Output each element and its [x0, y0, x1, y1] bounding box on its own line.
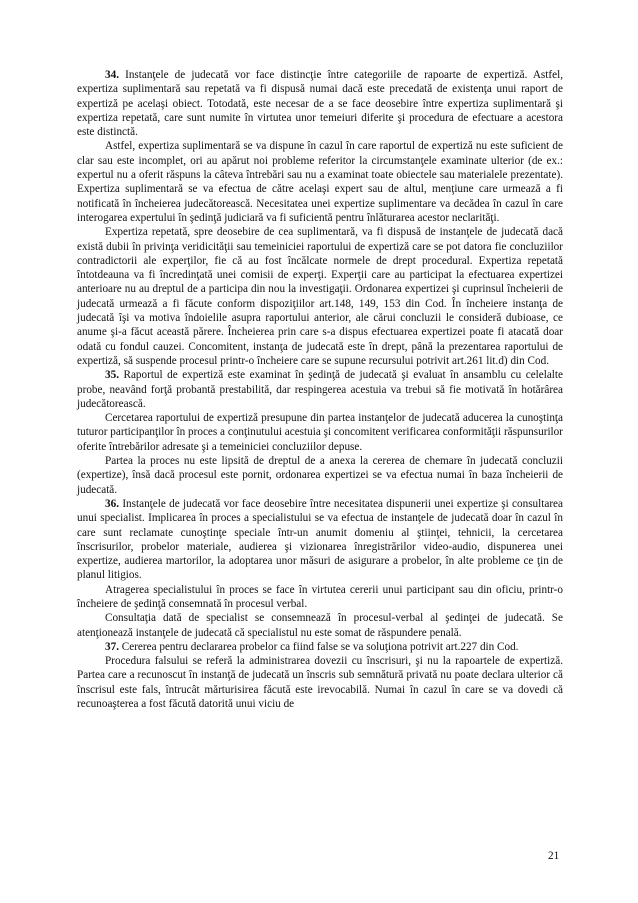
paragraph-number: 34.: [105, 69, 119, 81]
paragraph-text: Consultaţia dată de specialist se consemnează în procesul-verbal al şedinţei de judecată. Se atenţionează instanţele de judecată că specialistul nu este somat de răspundere penală.: [77, 612, 563, 639]
paragraph-number: 35.: [105, 369, 119, 382]
paragraph-cercetarea-raportului: [77, 411, 563, 454]
paragraph-text: Partea la proces nu este lipsită de dreptul de a anexa la cererea de chemare în judecată concluzii (expertize), însă dacă procesul este pornit, ordonarea expertizei se va efectua numai în baza încheierii de judecată.: [77, 455, 563, 496]
paragraph-atragerea-specialistului: [77, 583, 563, 612]
paragraph-consultatia: [77, 611, 563, 640]
paragraph-35: [77, 368, 563, 411]
paragraph-text: Instanţele de judecată vor face distincţie între categoriile de rapoarte de expertiză. Astfel, expertiza suplimentară sau repetată va fi dispusă numai dacă este precedată de existenţa unui raport de expertiză pe acelaşi obiect. Totodată, este necesar de a se face deosebire între expertiza suplimentară şi expertiza repetată, care sunt numite în virtutea unor temeiuri diferite şi procedura de efectuare a acestora este distinctă.: [77, 69, 563, 139]
paragraph-text: Instanţele de judecată vor face deosebire între necesitatea dispunerii unei expertize şi consultarea unui specialist. Implicarea în proces a specialistului se va efectua de instanţele de judecată doar în cazul în care sunt reclamate cunoştinţe speciale într-un anumit domeniu al ştiinţei, tehnicii, la cercetarea înscrisurilor, probelor materiale, audierea şi vizionarea înregistrărilor video-audio, dispunerea unei expertize, audierea martorilor, la adoptarea unor măsuri de asigurare a probelor, în alte probleme ce ţin de planul litigios.: [77, 497, 563, 582]
paragraph-text: Expertiza repetată, spre deosebire de cea suplimentară, va fi dispusă de instanţele de judecată dacă există dubii în privinţa veridicităţii sau temeiniciei raportului de expertiză care se pot datora fie concluziilor contradictorii ale experţilor, fie că au fost încălcate normele de drept procedural. Expertiza repetată întotdeauna va fi încredinţată unei comisii de experţi. Experţii care au participat la efectuarea expertizei anterioare nu au dreptul de a participa din nou la investigaţii. Ordonarea expertizei şi cuprinsul încheierii de judecată urmează a fi făcute conform dispoziţiilor art.148, 149, 153 din Cod. În încheiere instanţa de judecată îşi va motiva îndoielile asupra raportului anterior, ale cărui concluzii le consideră dubioase, ce anume şi-a făcut această părere. Încheierea prin care s-a dispus efectuarea expertizei poate fi atacată doar odată cu fondul cauzei. Concomitent, instanţa de judecată este în drept, până la prezentarea raportului de expertiză, să suspende procesul printr-o încheiere care se supune recursului potrivit art.261 lit.d) din Cod.: [77, 226, 563, 367]
paragraph-36: [77, 497, 563, 583]
paragraph-text: Cercetarea raportului de expertiză presupune din partea instanţelor de judecată aducerea la cunoştinţa tuturor participanţilor în proces a conţinutului acestuia şi concomitent verificarea conformităţii răspunsurilor oferite întrebărilor adresate şi a temeiniciei concluziilor depuse.: [77, 412, 563, 453]
page-number: 21: [548, 850, 560, 862]
paragraph-expertiza-suplimentara: [77, 139, 563, 225]
paragraph-number: 37.: [105, 640, 119, 653]
paragraph-text: Raportul de expertiză este examinat în şedinţă de judecată şi evaluat în ansamblu cu celelalte probe, neavând forţă probantă prestabilită, dar respingerea acestuia va trebui să fie motivată în hotărârea judecătorească.: [77, 369, 563, 410]
paragraph-text: Atragerea specialistului în proces se face în virtutea cererii unui participant sau din oficiu, printr-o încheiere de şedinţă consemnată în procesul verbal.: [77, 583, 563, 610]
paragraph-text: Astfel, expertiza suplimentară se va dispune în cazul în care raportul de expertiză nu este suficient de clar sau este incomplet, ori au apărut noi probleme referitor la circumstanţele examinate ulterior (de ex.: expertul nu a oferit răspuns la câteva întrebări sau nu a examinat toate obiectele sau materialele prezentate). Expertiza suplimentară se va efectua de către acelaşi expert sau de altul, menţiune care urmează a fi notificată în încheierea judecătorească. Necesitatea unei expertize suplimentare va decădea în cazul în care interogarea expertului în şedinţă judiciară va fi suficientă pentru înlăturarea acestor neclarităţi.: [77, 140, 563, 224]
document-body: [77, 68, 563, 711]
paragraph-text: Cererea pentru declararea probelor ca fiind false se va soluţiona potrivit art.227 din Cod.: [118, 640, 519, 653]
paragraph-text: Procedura falsului se referă la administrarea dovezii cu înscrisuri, şi nu la rapoartele de expertiză. Partea care a recunoscut în instanţă de judecată un înscris sub semnătură privată nu poate declara ulterior că înscrisul este fals, întrucât mărturisirea făcută este irevocabilă. Numai în cazul în care se va dovedi că recunoaşterea a fost făcută datorită unui viciu de: [77, 655, 563, 711]
paragraph-34: [77, 68, 563, 139]
paragraph-number: 36.: [105, 497, 119, 510]
paragraph-procedura-falsului: [77, 654, 563, 711]
paragraph-partea-la-proces: [77, 454, 563, 497]
paragraph-expertiza-repetata: [77, 225, 563, 368]
paragraph-37: [77, 640, 563, 654]
